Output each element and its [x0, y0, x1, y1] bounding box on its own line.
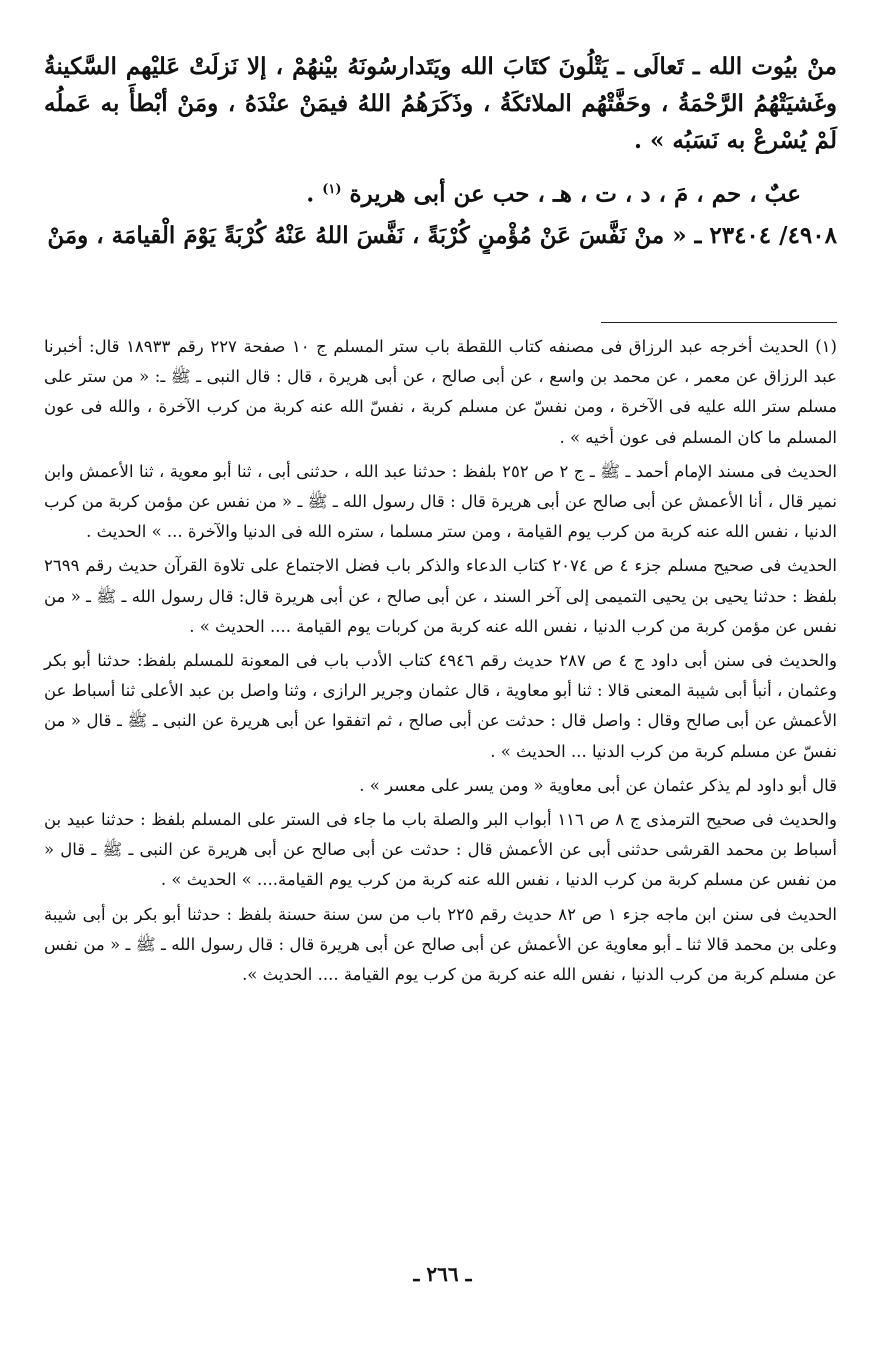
- main-text-block: [44, 48, 837, 254]
- next-hadith-start: ٤٩٠٨/ ٢٣٤٠٤ ـ « منْ نَفَّسَ عَنْ مُؤْمنٍ كُرْبَةً ، نَفَّسَ اللهُ عَنْهُ كُرْبَةً يَوْمَ الْقيامَة ، ومَنْ: [47, 221, 837, 249]
- footnote-paragraph: (١) الحديث أخرجه عبد الرزاق فى مصنفه كتاب اللقطة باب ستر المسلم ج ١٠ صفحة ٢٢٧ رقم ١٨٩٣٣ قال: أخبرنا عبد الرزاق عن معمر ، عن محمد بن واسع ، عن أبى صالح ، عن أبى هريرة ، قال : قال النبى ـ ﷺ ـ: « من ستر على مسلم ستر الله عليه فى الآخرة ، ومن نفسّ عن مسلم كربة ، نفسّ الله عنه كربة من كرب الآخرة ، والله فى عون المسلم ما كان المسلم فى عون أخيه » .: [44, 337, 837, 447]
- footnote-paragraph: قال أبو داود لم يذكر عثمان عن أبى معاوية « ومن يسر على معسر » .: [359, 775, 837, 795]
- sources-text: عبٌ ، حم ، مَ ، د ، ت ، هـ ، حب عن أبى هريرة: [349, 180, 801, 208]
- footnote-ref: (١): [322, 182, 342, 197]
- footnote-paragraph: والحديث فى صحيح الترمذى ج ٨ ص ١١٦ أبواب البر والصلة باب ما جاء فى الستر على المسلم بلفظ : حدثنا عبيد بن أسباط بن محمد القرشى حدثنى أبى عن الأعمش قال : حدثت عن أبى صالح عن أبى هريرة عن النبى ـ ﷺ ـ قال « من نفس عن مسلم كربة من كرب الدنيا ، نفس الله عنه كربة من كرب يوم القيامة.... » الحديث » .: [44, 810, 837, 890]
- hadith-sources: عبٌ ، حم ، مَ ، د ، ت ، هـ ، حب عن أبى هريرة $^{(١)}$ .: [306, 180, 801, 208]
- footnote-paragraph: الحديث فى صحيح مسلم جزء ٤ ص ٢٠٧٤ كتاب الدعاء والذكر باب فضل الاجتماع على تلاوة القرآن حديث رقم ٢٦٩٩ بلفظ : حدثنا يحيى بن يحيى التميمى إلى آخر السند ، عن أبى صالح ، عن أبى هريرة قال: قال رسول الله ـ ﷺ ـ « من نفس عن مؤمن كربة من كرب الدنيا ، نفس الله عنه كربة من كربات يوم القيامة .... الحديث » .: [44, 556, 837, 636]
- footnote-paragraph: الحديث فى سنن ابن ماجه جزء ١ ص ٨٢ حديث رقم ٢٢٥ باب من سن سنة حسنة بلفظ : حدثنا أبو بكر بن أبى شيبة وعلى بن محمد قالا ثنا ـ أبو معاوية عن الأعمش عن أبى صالح عن أبى هريرة قال : قال رسول الله ـ ﷺ ـ « من نفس عن مسلم كربة من كرب الدنيا ، نفس الله عنه كربة من كرب يوم القيامة .... الحديث ».: [44, 904, 838, 985]
- footnote-paragraph: والحديث فى سنن أبى داود ج ٤ ص ٢٨٧ حديث رقم ٤٩٤٦ كتاب الأدب باب فى المعونة للمسلم بلفظ: حدثنا أبو بكر وعثمان ، أنبأ أبى شيبة المعنى قالا : ثنا أبو معاوية ، قال عثمان وجرير الرازى ، وثنا واصل بن عبد الأعلى ثنا أسباط عن الأعمش عن أبى صالح وقال : واصل قال : حدثت عن أبى صالح ، ثم اتفقوا عن أبى هريرة عن النبى ـ ﷺ ـ قال « من نفسّ عن مسلم كربة من كرب الدنيا ... الحديث » .: [44, 651, 837, 761]
- page-number: ـ ٢٦٦ ـ: [413, 1262, 472, 1286]
- footnotes: [44, 332, 837, 994]
- hadith-text: منْ بيُوت الله ـ تَعالَى ـ يَتْلُونَ كتَابَ الله ويَتَدارسُونَهُ بيْنهُمْ ، إلا نَزلَتْ عَليْهم السَّكينةُ وغَشيَتْهُمُ الرَّحْمَةُ ، وحَفَّتْهُم الملائكَةُ ، وذَكَرَهُمُ اللهُ فيمَنْ عنْدَهُ ، ومَنْ أبْطأَ به عَملُه لَمْ يُسْرعْ به نَسَبُه » .: [44, 53, 837, 154]
- footnote-separator: [601, 322, 837, 323]
- footnote-paragraph: الحديث فى مسند الإمام أحمد ـ ﷺ ـ ج ٢ ص ٢٥٢ بلفظ : حدثنا عبد الله ، حدثنى أبى ، ثنا أبو معوية ، ثنا الأعمش وابن نمير قال ، أنا الأعمش عن أبى صالح عن أبى هريرة قال : قال رسول الله ـ ﷺ ـ « من نفس عن مؤمن كربة من كرب الدنيا ، نفس الله عنه كربة من كرب يوم القيامة ، ومن ستر مسلما ، ستره الله فى الدنيا والآخرة ... » الحديث .: [44, 461, 837, 542]
